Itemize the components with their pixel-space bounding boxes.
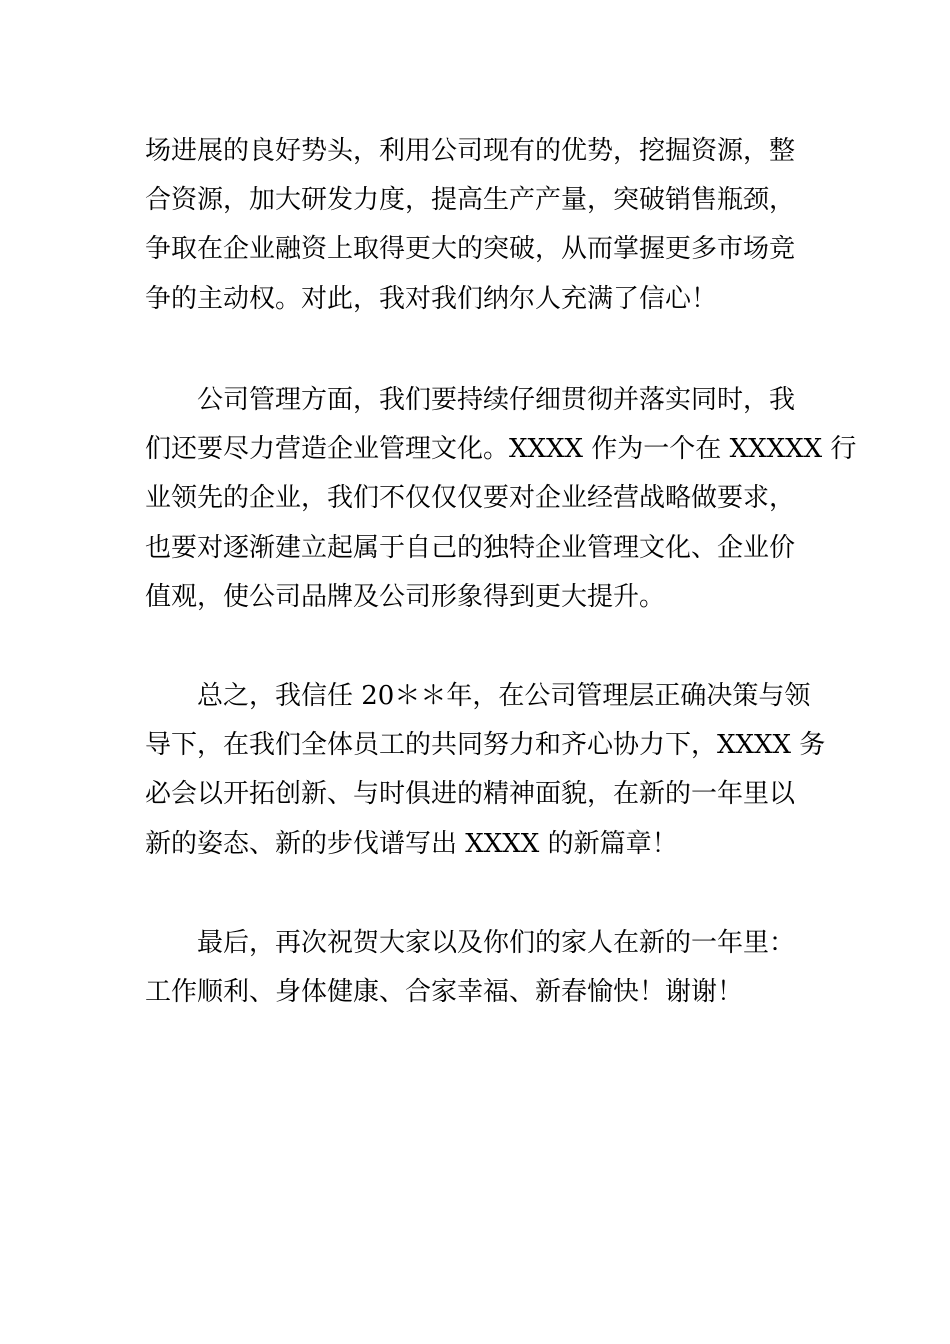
paragraph-line: 总之，我信任 20＊＊年，在公司管理层正确决策与领 [197, 681, 811, 711]
paragraph-line: 们还要尽力营造企业管理文化。XXXX 作为一个在 XXXXX 行 [145, 434, 857, 465]
paragraph-line: 场进展的良好势头，利用公司现有的优势，挖掘资源，整 [145, 136, 796, 166]
paragraph-2 [145, 376, 857, 622]
paragraph-4 [145, 919, 815, 1017]
paragraph-line: 值观，使公司品牌及公司形象得到更大提升。 [145, 581, 666, 612]
paragraph-line: 争取在企业融资上取得更大的突破，从而掌握更多市场竞 [145, 234, 796, 265]
paragraph-line: 业领先的企业，我们不仅仅仅要对企业经营战略做要求， [145, 483, 796, 514]
paragraph-line: 合资源，加大研发力度，提高生产产量，突破销售瓶颈， [145, 185, 796, 216]
paragraph-line: 争的主动权。对此，我对我们纳尔人充满了信心！ [145, 283, 718, 314]
paragraph-3 [145, 672, 826, 869]
paragraph-line: 导下，在我们全体员工的共同努力和齐心协力下，XXXX 务 [145, 730, 826, 761]
paragraph-line: 工作顺利、身体健康、合家幸福、新春愉快！谢谢！ [145, 977, 744, 1008]
paragraph-line: 必会以开拓创新、与时俱进的精神面貌，在新的一年里以 [145, 779, 796, 810]
paragraph-line: 也要对逐渐建立起属于自己的独特企业管理文化、企业价 [145, 532, 796, 563]
paragraph-1 [145, 127, 815, 324]
paragraph-line: 最后，再次祝贺大家以及你们的家人在新的一年里： [197, 928, 796, 958]
paragraph-line: 公司管理方面，我们要持续仔细贯彻并落实同时，我 [197, 385, 796, 415]
paragraph-line: 新的姿态、新的步伐谱写出 XXXX 的新篇章！ [145, 828, 678, 859]
